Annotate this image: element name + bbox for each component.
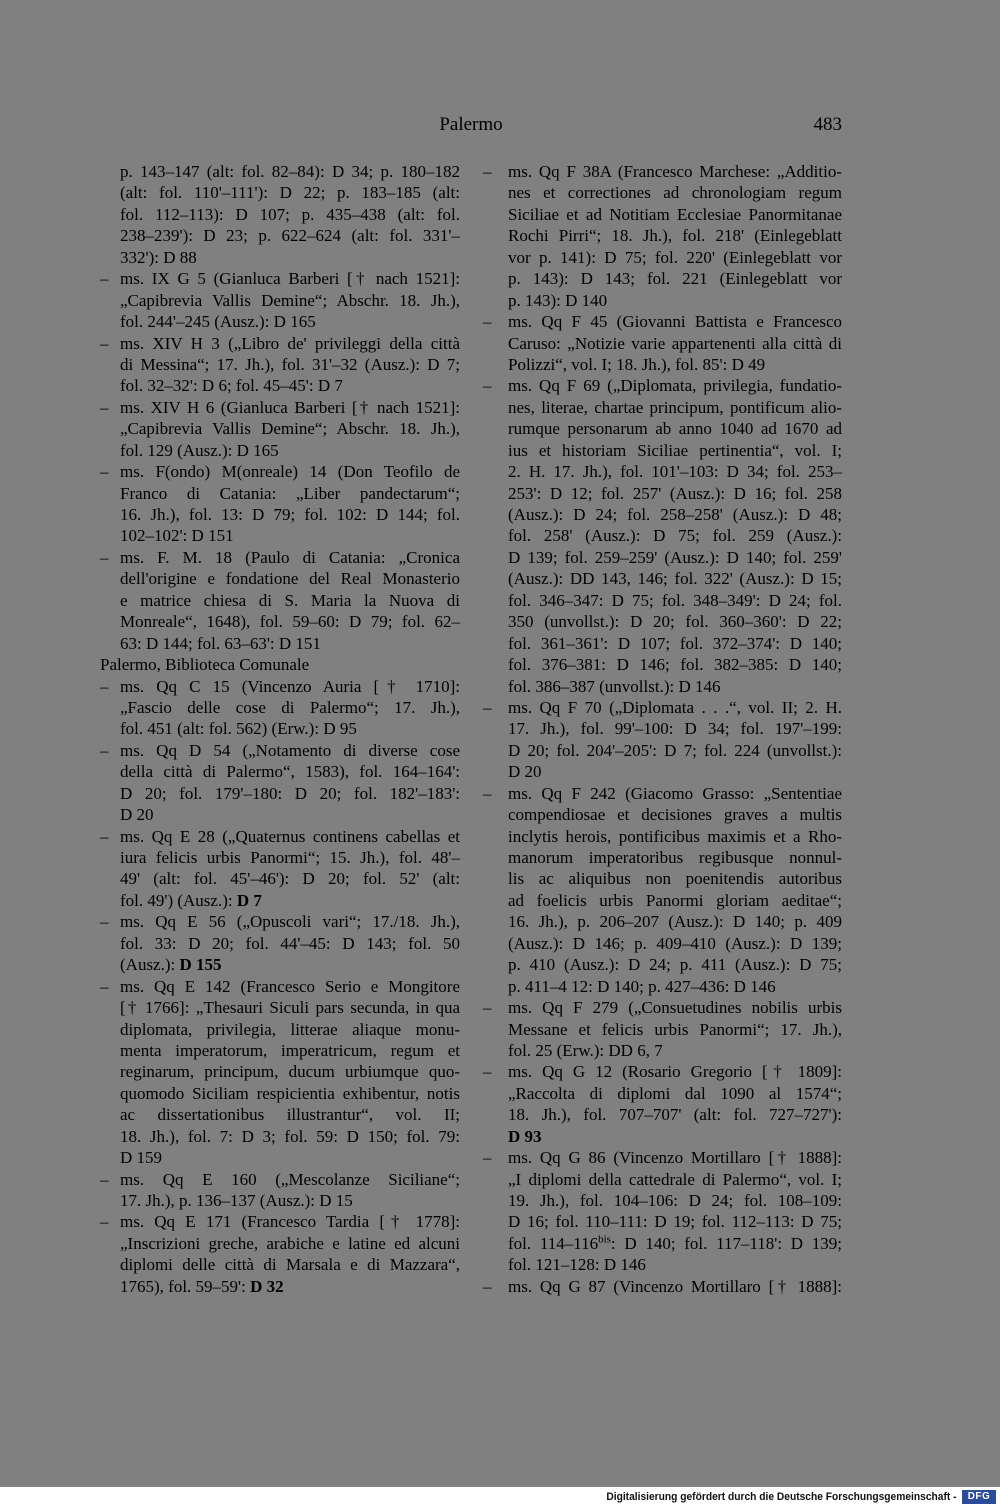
line-text: ms. Qq F 279 („Consuetudines nobilis urbis bbox=[508, 998, 842, 1018]
entry-continuation bbox=[100, 161, 460, 268]
entry-line bbox=[508, 997, 842, 1018]
bibliography-entry bbox=[100, 461, 460, 547]
running-head bbox=[100, 112, 842, 138]
entry-line bbox=[120, 568, 460, 589]
line-text: ms. Qq E 160 („Mescolanze Siciliane“; bbox=[120, 1169, 460, 1189]
entry-line bbox=[120, 1126, 460, 1147]
line-text: fol. 244'–245 (Ausz.): D 165 bbox=[120, 312, 316, 332]
entry-line bbox=[120, 868, 460, 889]
entry-line bbox=[508, 890, 842, 911]
entry-line bbox=[508, 911, 842, 932]
entry-line bbox=[120, 525, 460, 546]
bibliography-entry bbox=[100, 826, 460, 912]
entry-line bbox=[508, 740, 842, 761]
entry-line bbox=[508, 1211, 842, 1232]
entry-line bbox=[120, 1211, 460, 1232]
entry-line bbox=[120, 1147, 460, 1168]
line-text: di Messina“; 17. Jh.), fol. 31'–32 (Ausz.): D 7; bbox=[120, 354, 460, 374]
entry-line bbox=[508, 847, 842, 868]
right-column bbox=[483, 161, 842, 1297]
list-dash: – bbox=[483, 1148, 492, 1168]
entry-line bbox=[120, 1040, 460, 1061]
entry-line bbox=[120, 440, 460, 461]
line-text: Caruso: „Notizie varie appartenenti alla città di bbox=[508, 333, 842, 353]
line-text: quomodo Siciliam respicientia exhibentur, notis bbox=[120, 1083, 460, 1103]
line-text: 49' (alt: fol. 45'–46'): D 20; fol. 52' (alt: bbox=[120, 869, 460, 889]
line-text: (Ausz.): D 146; p. 409–410 (Ausz.): D 139; bbox=[508, 933, 842, 953]
line-text: 18. Jh.), fol. 707–707' (alt: fol. 727–727'): bbox=[508, 1105, 842, 1125]
line-text: ms. Qq F 69 („Diplomata, privilegia, fundatio- bbox=[508, 376, 842, 396]
entry-line bbox=[120, 590, 460, 611]
line-text: ms. Qq F 45 (Giovanni Battista e Francesco bbox=[508, 312, 842, 332]
entry-line bbox=[120, 182, 460, 203]
line-text: fol. 32–32': D 6; fol. 45–45': D 7 bbox=[120, 376, 343, 396]
entry-line bbox=[120, 354, 460, 375]
line-text: inclytis herois, pontificibus maximis et a Rho- bbox=[508, 826, 842, 846]
line-text: p. 410 (Ausz.): D 24; p. 411 (Ausz.): D 75; bbox=[508, 955, 842, 975]
bibliography-entry bbox=[483, 311, 842, 375]
list-dash: – bbox=[483, 697, 492, 717]
bibliography-entry bbox=[100, 676, 460, 740]
entry-line bbox=[508, 633, 842, 654]
entry-line bbox=[120, 375, 460, 396]
bibliography-entry bbox=[483, 375, 842, 697]
line-text: „Inscrizioni greche, arabiche e latine ed alcuni bbox=[120, 1233, 460, 1253]
entry-line bbox=[120, 740, 460, 761]
line-text: p. 411–4 12: D 140; p. 427–436: D 146 bbox=[508, 976, 776, 996]
line-text: ms. Qq D 54 („Notamento di diverse cose bbox=[120, 740, 460, 760]
line-text: „Raccolta di diplomi dal 1090 al 1574“; bbox=[508, 1083, 842, 1103]
list-dash: – bbox=[483, 998, 492, 1018]
list-dash: – bbox=[483, 162, 492, 181]
line-text: p. 143–147 (alt: fol. 82–84): D 34; p. 180–182 bbox=[120, 162, 460, 181]
entry-line bbox=[508, 1104, 842, 1125]
bibliography-entry bbox=[100, 740, 460, 826]
line-text: ms. Qq G 87 (Vincenzo Mortillaro [† 1888]: bbox=[508, 1276, 842, 1296]
line-text: [† 1766]: „Thesauri Siculi pars secunda, in qua bbox=[120, 998, 460, 1018]
bibliography-entry bbox=[100, 1211, 460, 1297]
entry-line bbox=[120, 1254, 460, 1275]
line-text: ms. Qq E 28 („Quaternus continens cabellas et bbox=[120, 826, 460, 846]
entry-line bbox=[508, 1254, 842, 1275]
entry-line bbox=[508, 268, 842, 289]
line-text: reginarum, principum, ducum urbiumque quo- bbox=[120, 1062, 460, 1082]
list-dash: – bbox=[100, 547, 109, 567]
entry-line bbox=[120, 461, 460, 482]
line-text: ms. Qq G 86 (Vincenzo Mortillaro [† 1888]: bbox=[508, 1148, 842, 1168]
line-text: „Capibrevia Vallis Demine“; Abschr. 18. Jh.), bbox=[120, 290, 460, 310]
line-text: Polizzi“, vol. I; 18. Jh.), fol. 85': D 49 bbox=[508, 354, 766, 374]
entry-line bbox=[508, 804, 842, 825]
bibliography-entry bbox=[483, 1061, 842, 1147]
list-dash: – bbox=[483, 783, 492, 803]
entry-line bbox=[120, 418, 460, 439]
list-dash: – bbox=[483, 1276, 492, 1296]
entry-line bbox=[508, 504, 842, 525]
entry-line bbox=[508, 783, 842, 804]
line-text: 350 (unvollst.): D 20; fol. 360–360': D 22; bbox=[508, 612, 842, 632]
line-text: dell'origine e fondatione del Real Monasterio bbox=[120, 569, 460, 589]
bold-siglum: D 32 bbox=[250, 1276, 284, 1296]
bibliography-entry bbox=[100, 1169, 460, 1212]
line-text: D 16; fol. 110–111: D 19; fol. 112–113: D 75; bbox=[508, 1212, 842, 1232]
entry-line bbox=[120, 954, 460, 975]
list-dash: – bbox=[100, 269, 109, 289]
list-dash: – bbox=[483, 376, 492, 396]
entry-line bbox=[120, 483, 460, 504]
bibliography-entry bbox=[483, 161, 842, 311]
entry-line bbox=[120, 547, 460, 568]
entry-line bbox=[508, 590, 842, 611]
line-text: fol. 25 (Erw.): DD 6, 7 bbox=[508, 1040, 663, 1060]
line-text: ms. F(ondo) M(onreale) 14 (Don Teofilo de bbox=[120, 462, 460, 482]
line-text: (Ausz.): D 24; fol. 258–258' (Ausz.): D 48; bbox=[508, 505, 842, 524]
entry-line bbox=[508, 1126, 842, 1147]
line-text: (alt: fol. 110'–111'): D 22; p. 183–185 (alt: bbox=[120, 183, 460, 203]
entry-line bbox=[508, 483, 842, 504]
left-column bbox=[100, 161, 460, 1297]
entry-line bbox=[508, 182, 842, 203]
line-text: D 159 bbox=[120, 1148, 163, 1168]
line-text: 17. Jh.), fol. 99'–100: D 34; fol. 197'–199: bbox=[508, 719, 842, 739]
line-text: nes et correctiones ad chronologiam regum bbox=[508, 183, 842, 203]
entry-line bbox=[508, 1019, 842, 1040]
entry-line bbox=[508, 311, 842, 332]
line-text: fol. 129 (Ausz.): D 165 bbox=[120, 440, 279, 460]
entry-line bbox=[508, 461, 842, 482]
entry-line bbox=[508, 161, 842, 182]
bibliography-entry bbox=[483, 1147, 842, 1276]
entry-line bbox=[508, 525, 842, 546]
line-text: „Fascio delle cose di Palermo“; 17. Jh.), bbox=[120, 697, 460, 717]
line-text: Rochi Pirri“; 18. Jh.), fol. 218' (Einlegeblatt bbox=[508, 226, 842, 246]
line-text: p. 143): D 143; fol. 221 (Einlegeblatt vor bbox=[508, 269, 842, 289]
digitization-footer bbox=[0, 1487, 1000, 1507]
line-text: ms. F. M. 18 (Paulo di Catania: „Cronica bbox=[120, 547, 460, 567]
line-text: fol. 361–361': D 107; fol. 372–374': D 140; bbox=[508, 633, 842, 653]
line-text: diplomata, privilegia, litterae aliaque monu- bbox=[120, 1019, 460, 1039]
section-heading: Palermo, Biblioteca Comunale bbox=[100, 655, 310, 675]
entry-line bbox=[508, 1147, 842, 1168]
bibliography-entry bbox=[100, 333, 460, 397]
entry-line bbox=[508, 397, 842, 418]
line-text: 17. Jh.), p. 136–137 (Ausz.): D 15 bbox=[120, 1191, 353, 1210]
line-text: 102–102': D 151 bbox=[120, 526, 234, 546]
line-text: fol. 386–387 (unvollst.): D 146 bbox=[508, 676, 721, 696]
entry-line bbox=[508, 611, 842, 632]
line-text: fol. 33: D 20; fol. 44'–45: D 143; fol. 50 bbox=[120, 933, 460, 953]
entry-line bbox=[120, 268, 460, 289]
entry-line bbox=[120, 1083, 460, 1104]
entry-line bbox=[508, 547, 842, 568]
line-text: (Ausz.): DD 143, 146; fol. 322' (Ausz.): D 15; bbox=[508, 569, 842, 589]
entry-line bbox=[120, 333, 460, 354]
running-title: Palermo bbox=[439, 114, 503, 135]
line-text: iura felicis urbis Panormi“; 15. Jh.), fol. 48'– bbox=[120, 848, 460, 867]
line-text: della città di Palermo“, 1583), fol. 164–164': bbox=[120, 762, 460, 782]
entry-line bbox=[120, 847, 460, 868]
entry-line bbox=[120, 290, 460, 311]
entry-line bbox=[508, 354, 842, 375]
superscript-text: bis bbox=[598, 1233, 611, 1246]
line-text: vor p. 141): D 75; fol. 220' (Einlegeblatt vor bbox=[508, 247, 842, 267]
entry-line bbox=[508, 1040, 842, 1061]
entry-line bbox=[120, 1061, 460, 1082]
line-text: nes, literae, chartae principum, pontificum alio- bbox=[508, 397, 842, 417]
line-text: ms. Qq G 12 (Rosario Gregorio [† 1809]: bbox=[508, 1062, 842, 1082]
line-text: lis ac aliquibus non poenitendis autoribus bbox=[508, 869, 842, 889]
line-text: ms. Qq E 142 (Francesco Serio e Mongitore bbox=[120, 976, 460, 996]
entry-line bbox=[120, 204, 460, 225]
bibliography-entry bbox=[483, 697, 842, 783]
line-text: ms. Qq F 70 („Diplomata . . .“, vol. II; 2. H. bbox=[508, 697, 842, 717]
entry-line bbox=[508, 1276, 842, 1297]
line-text: diplomi delle città di Marsala e di Mazzara“, bbox=[120, 1255, 460, 1275]
entry-line bbox=[120, 676, 460, 697]
list-dash: – bbox=[100, 740, 109, 760]
line-text: ms. Qq F 38A (Francesco Marchese: „Additio- bbox=[508, 162, 842, 181]
list-dash: – bbox=[100, 462, 109, 482]
line-text: ms. Qq E 56 („Opuscoli vari“; 17./18. Jh.), bbox=[120, 912, 460, 932]
entry-line bbox=[508, 1190, 842, 1211]
line-text: 332'): D 88 bbox=[120, 247, 197, 267]
line-text: fol. 114–116 bbox=[508, 1233, 599, 1253]
line-text: Franco di Catania: „Liber pandectarum“; bbox=[120, 483, 460, 503]
entry-line bbox=[508, 290, 842, 311]
bibliography-entry bbox=[483, 783, 842, 997]
line-text: Messane et felicis urbis Panormi“; 17. Jh.), bbox=[508, 1019, 842, 1039]
line-text: 19. Jh.), fol. 104–106: D 24; fol. 108–109: bbox=[508, 1191, 842, 1210]
entry-line bbox=[508, 954, 842, 975]
line-text: p. 143): D 140 bbox=[508, 290, 608, 310]
line-text: 63: D 144; fol. 63–63': D 151 bbox=[120, 633, 321, 653]
entry-line bbox=[508, 1061, 842, 1082]
line-text: ms. IX G 5 (Gianluca Barberi [† nach 1521]: bbox=[120, 269, 460, 289]
bibliography-entry bbox=[100, 911, 460, 975]
line-text: ms. XIV H 3 („Libro de' privileggi della città bbox=[120, 333, 460, 353]
bibliography-entry bbox=[483, 1276, 842, 1297]
line-text: D 20 bbox=[508, 762, 542, 782]
entry-line bbox=[508, 718, 842, 739]
entry-line bbox=[120, 997, 460, 1018]
line-text: fol. 49') (Ausz.): bbox=[120, 890, 237, 910]
entry-line bbox=[120, 1233, 460, 1254]
entry-line bbox=[120, 911, 460, 932]
entry-line bbox=[120, 1019, 460, 1040]
bibliography-entry bbox=[100, 976, 460, 1169]
line-text: Siciliae et ad Notitiam Ecclesiae Panormitanae bbox=[508, 204, 842, 224]
line-text: e matrice chiesa di S. Maria la Nuova di bbox=[120, 590, 460, 610]
line-text: D 20; fol. 179'–180: D 20; fol. 182'–183': bbox=[120, 783, 460, 803]
entry-line bbox=[508, 1169, 842, 1190]
entry-line bbox=[508, 1083, 842, 1104]
line-text: rumque personarum ab anno 1040 ad 1670 ad bbox=[508, 419, 842, 439]
entry-line bbox=[508, 204, 842, 225]
entry-line bbox=[120, 976, 460, 997]
line-text: fol. 112–113): D 107; p. 435–438 (alt: fol. bbox=[120, 204, 460, 224]
entry-line bbox=[508, 568, 842, 589]
line-text: (Ausz.): bbox=[120, 955, 180, 975]
line-text: ms. Qq E 171 (Francesco Tardia [† 1778]: bbox=[120, 1212, 460, 1232]
entry-line bbox=[120, 247, 460, 268]
list-dash: – bbox=[100, 1212, 109, 1232]
entry-line bbox=[120, 890, 460, 911]
line-text: fol. 258' (Ausz.): D 75; fol. 259 (Ausz.): bbox=[508, 526, 842, 546]
line-text: : D 140; fol. 117–118': D 139; bbox=[610, 1233, 842, 1253]
bold-siglum: D 7 bbox=[236, 890, 262, 910]
list-dash: – bbox=[100, 912, 109, 932]
line-text: manorum imperatoribus regibusque nonnul- bbox=[508, 848, 842, 867]
entry-line bbox=[508, 933, 842, 954]
line-text: ac dissertationibus illustrantur“, vol. II; bbox=[120, 1105, 460, 1125]
list-dash: – bbox=[100, 1169, 109, 1189]
line-text: 1765), fol. 59–59': bbox=[120, 1276, 251, 1296]
entry-line bbox=[120, 397, 460, 418]
bold-siglum: D 155 bbox=[179, 955, 222, 975]
entry-line bbox=[508, 868, 842, 889]
bibliography-entry bbox=[100, 547, 460, 654]
list-dash: – bbox=[483, 1062, 492, 1082]
entry-line bbox=[120, 633, 460, 654]
list-dash: – bbox=[100, 976, 109, 996]
line-text: ad foelicis urbis Panormi gloriam aeditae“; bbox=[508, 890, 842, 910]
line-text: fol. 376–381: D 146; fol. 382–385: D 140; bbox=[508, 655, 842, 675]
line-text: Monreale“, 1648), fol. 59–60: D 79; fol. 62– bbox=[120, 612, 460, 632]
page-number: 483 bbox=[813, 114, 842, 135]
line-text: 16. Jh.), fol. 13: D 79; fol. 102: D 144; fol. bbox=[120, 505, 460, 524]
entry-line bbox=[508, 676, 842, 697]
line-text: 2. H. 17. Jh.), fol. 101'–103: D 34; fol. 253– bbox=[508, 462, 842, 482]
list-dash: – bbox=[100, 333, 109, 353]
entry-line bbox=[120, 311, 460, 332]
entry-line bbox=[508, 976, 842, 997]
dfg-logo-icon: DFG bbox=[962, 1490, 996, 1504]
entry-line bbox=[120, 697, 460, 718]
list-dash: – bbox=[100, 826, 109, 846]
line-text: 18. Jh.), fol. 7: D 3; fol. 59: D 150; fol. 79: bbox=[120, 1126, 460, 1146]
line-text: 16. Jh.), p. 206–207 (Ausz.): D 140; p. 409 bbox=[508, 912, 842, 932]
entry-line bbox=[508, 225, 842, 246]
list-dash: – bbox=[100, 676, 109, 696]
entry-line bbox=[120, 804, 460, 825]
entry-line bbox=[120, 826, 460, 847]
entry-line bbox=[120, 783, 460, 804]
line-text: D 20; fol. 204'–205': D 7; fol. 224 (unvollst.): bbox=[508, 740, 842, 760]
bibliography-entry bbox=[483, 997, 842, 1061]
line-text: D 20 bbox=[120, 805, 154, 825]
list-dash: – bbox=[483, 312, 492, 332]
line-text: fol. 451 (alt: fol. 562) (Erw.): D 95 bbox=[120, 719, 357, 739]
entry-line bbox=[120, 1104, 460, 1125]
line-text: compendiosae et decisiones graves a multis bbox=[508, 805, 842, 825]
entry-line bbox=[508, 826, 842, 847]
entry-line bbox=[120, 761, 460, 782]
entry-line bbox=[120, 504, 460, 525]
bibliography-entry bbox=[100, 397, 460, 461]
line-text: fol. 346–347: D 75; fol. 348–349': D 24; fol. bbox=[508, 590, 842, 610]
list-dash: – bbox=[100, 397, 109, 417]
bibliography-entry bbox=[100, 268, 460, 332]
entry-line bbox=[508, 761, 842, 782]
line-text: 253': D 12; fol. 257' (Ausz.): D 16; fol. 258 bbox=[508, 483, 842, 503]
entry-line bbox=[120, 718, 460, 739]
line-text: „Capibrevia Vallis Demine“; Abschr. 18. Jh.), bbox=[120, 419, 460, 439]
line-text: „I diplomi della cattedrale di Palermo“, vol. I; bbox=[508, 1169, 842, 1189]
entry-line bbox=[120, 1169, 460, 1190]
entry-line bbox=[508, 333, 842, 354]
line-text: ius et historiam Siciliae pertinentia“, vol. I; bbox=[508, 440, 842, 460]
entry-line bbox=[120, 611, 460, 632]
entry-line bbox=[508, 247, 842, 268]
line-text: menta imperatorum, imperatricum, regum et bbox=[120, 1040, 460, 1060]
line-text: 238–239'): D 23; p. 622–624 (alt: fol. 331'– bbox=[120, 226, 460, 246]
line-text: D 139; fol. 259–259' (Ausz.): D 140; fol. 259' bbox=[508, 547, 842, 567]
entry-line bbox=[120, 1276, 460, 1297]
line-text: ms. Qq C 15 (Vincenzo Auria [† 1710]: bbox=[120, 676, 460, 696]
bold-siglum: D 93 bbox=[508, 1126, 542, 1146]
funding-note: Digitalisierung gefördert durch die Deutsche Forschungsgemeinschaft - bbox=[606, 1491, 957, 1503]
entry-line bbox=[508, 440, 842, 461]
entry-line bbox=[508, 697, 842, 718]
line-text: ms. XIV H 6 (Gianluca Barberi [† nach 1521]: bbox=[120, 397, 460, 417]
entry-line bbox=[508, 1233, 842, 1254]
entry-line bbox=[120, 225, 460, 246]
entry-line bbox=[120, 161, 460, 182]
entry-line bbox=[508, 654, 842, 675]
entry-line bbox=[508, 418, 842, 439]
line-text: ms. Qq F 242 (Giacomo Grasso: „Sententiae bbox=[508, 783, 842, 803]
entry-line bbox=[120, 933, 460, 954]
line-text: fol. 121–128: D 146 bbox=[508, 1255, 646, 1275]
entry-line bbox=[120, 1190, 460, 1211]
entry-line bbox=[508, 375, 842, 396]
